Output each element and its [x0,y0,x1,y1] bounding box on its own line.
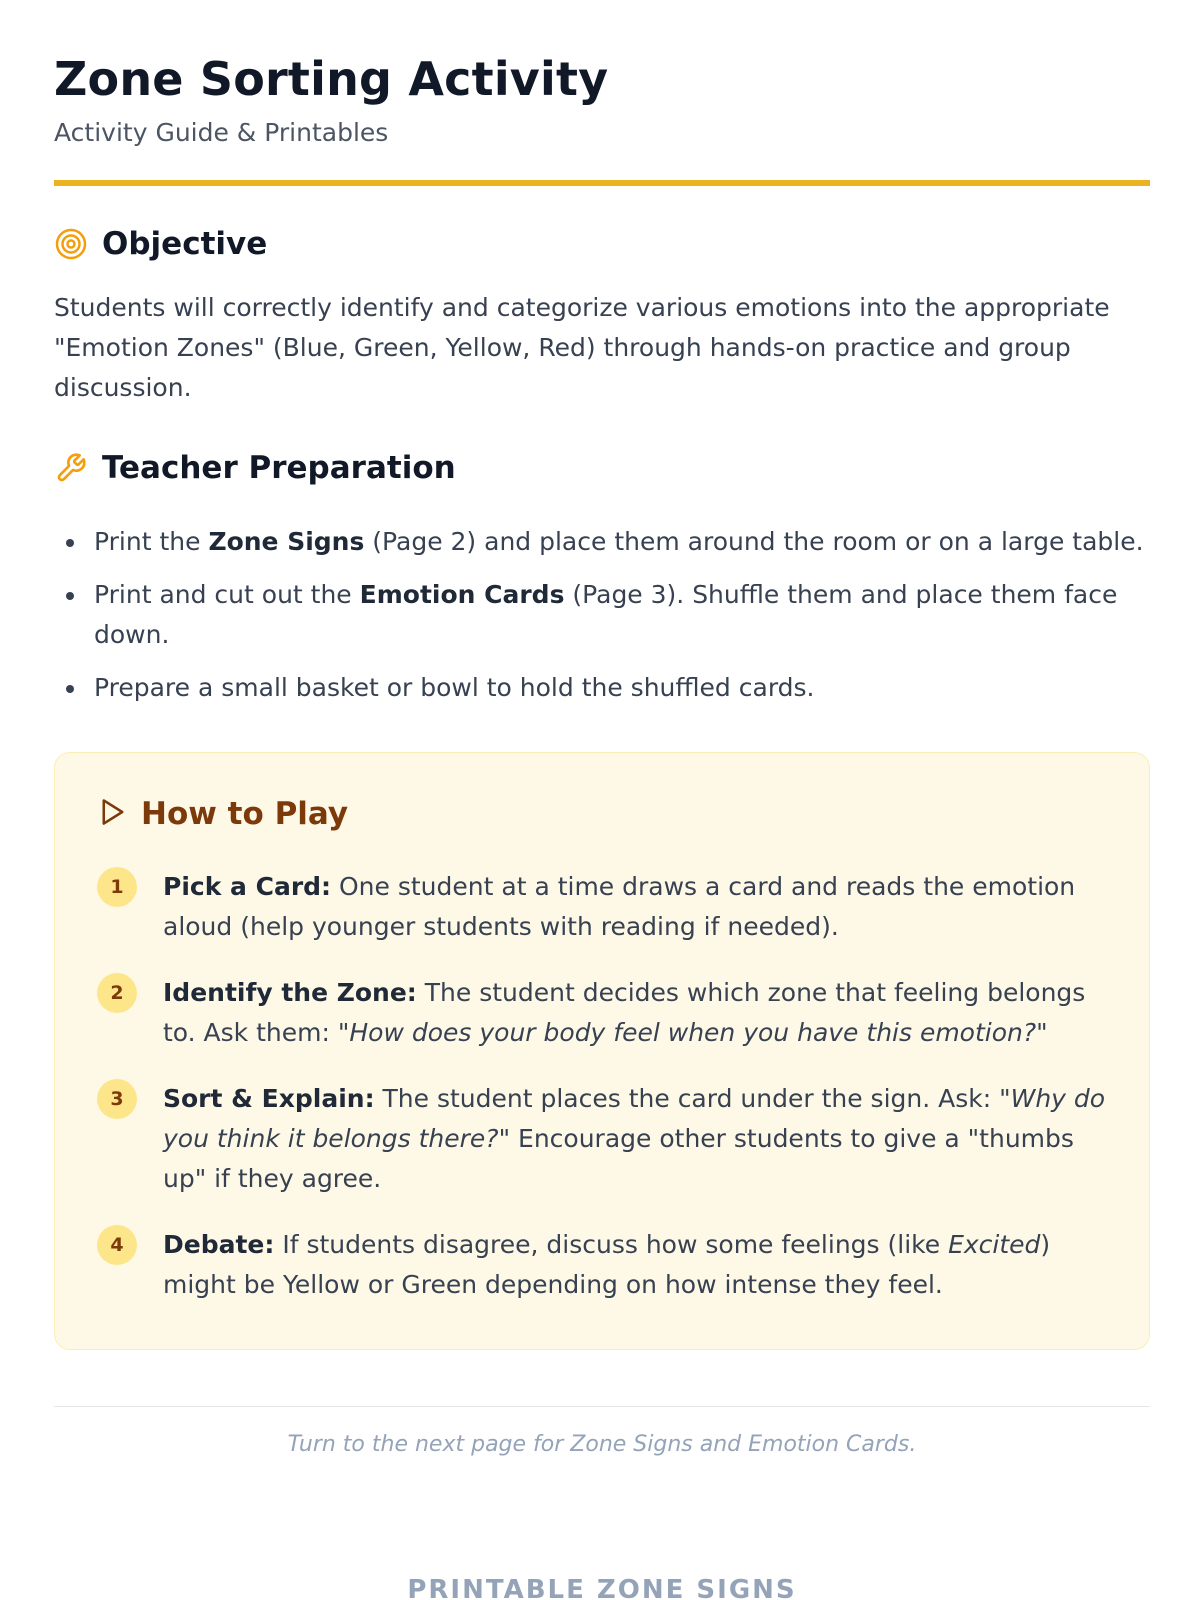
step-text: One student at a time draws a card and reads the emotion aloud (help younger students with reading if needed). [163,872,1076,941]
step-text: The student places the card under the sign. Ask: [374,1084,1000,1113]
list-item-text: Prepare a small basket or bowl to hold the shuffled cards. [94,673,815,702]
list-item-text: (Page 2) and place them around the room or on a large table. [364,527,1144,556]
step-number-badge: 4 [97,1225,137,1265]
step-text: ) might be Yellow or Green depending on how intense they feel. [163,1230,1051,1299]
list-item-text: Print the [94,527,209,556]
step-text: If students disagree, discuss how some feelings (like [274,1230,949,1259]
step-quote: "How does your body feel when you have this emotion?" [337,1018,1048,1047]
objective-heading: Objective [102,226,268,262]
header-rule [54,180,1150,186]
step-emphasis: Excited [948,1230,1041,1259]
list-item [54,522,1150,562]
objective-heading-row [54,226,267,262]
how-to-play-heading: How to Play [141,796,349,832]
list-item-bold: Zone Signs [208,527,365,556]
preparation-heading-row [54,450,456,486]
step-text: The student decides which zone that feeling belongs to. Ask them: [163,978,1086,1047]
step-item [97,973,1107,1053]
preparation-list [54,522,1150,721]
step-label: Identify the Zone: [163,978,417,1007]
how-to-play-box [54,752,1150,1350]
step-number-badge: 2 [97,973,137,1013]
how-to-play-heading-row [99,796,348,832]
list-item-text: Print and cut out the [94,580,360,609]
printable-zone-signs-heading: PRINTABLE ZONE SIGNS [407,1575,797,1600]
preparation-heading: Teacher Preparation [102,450,456,486]
step-label: Pick a Card: [163,872,332,901]
step-text: Encourage other students to give a "thumbs up" if they agree. [163,1124,1074,1193]
page-title: Zone Sorting Activity [54,52,609,106]
step-quote: "Why do you think it belongs there?" [163,1084,1106,1153]
footer-divider [54,1406,1150,1407]
list-item-text: (Page 3). Shuffle them and place them face down. [94,580,1118,649]
page-subtitle: Activity Guide & Printables [54,118,389,147]
wrench-icon [54,451,88,485]
step-item [97,1225,1107,1305]
steps-list [97,867,1107,1331]
target-icon [54,227,88,261]
step-label: Debate: [163,1230,275,1259]
list-item [54,575,1150,655]
step-number-badge: 1 [97,867,137,907]
footer-note: Turn to the next page for Zone Signs and Emotion Cards. [287,1432,917,1457]
step-item [97,867,1107,947]
step-number-badge: 3 [97,1079,137,1119]
objective-text: Students will correctly identify and categorize various emotions into the appropriate "Emotion Zones" (Blue, Green, Yellow, Red) through hands-on practice and group discussion. [54,293,1110,402]
play-icon [99,797,127,831]
list-item [54,668,1150,708]
list-item-bold: Emotion Cards [359,580,565,609]
step-label: Sort & Explain: [163,1084,375,1113]
step-item [97,1079,1107,1199]
